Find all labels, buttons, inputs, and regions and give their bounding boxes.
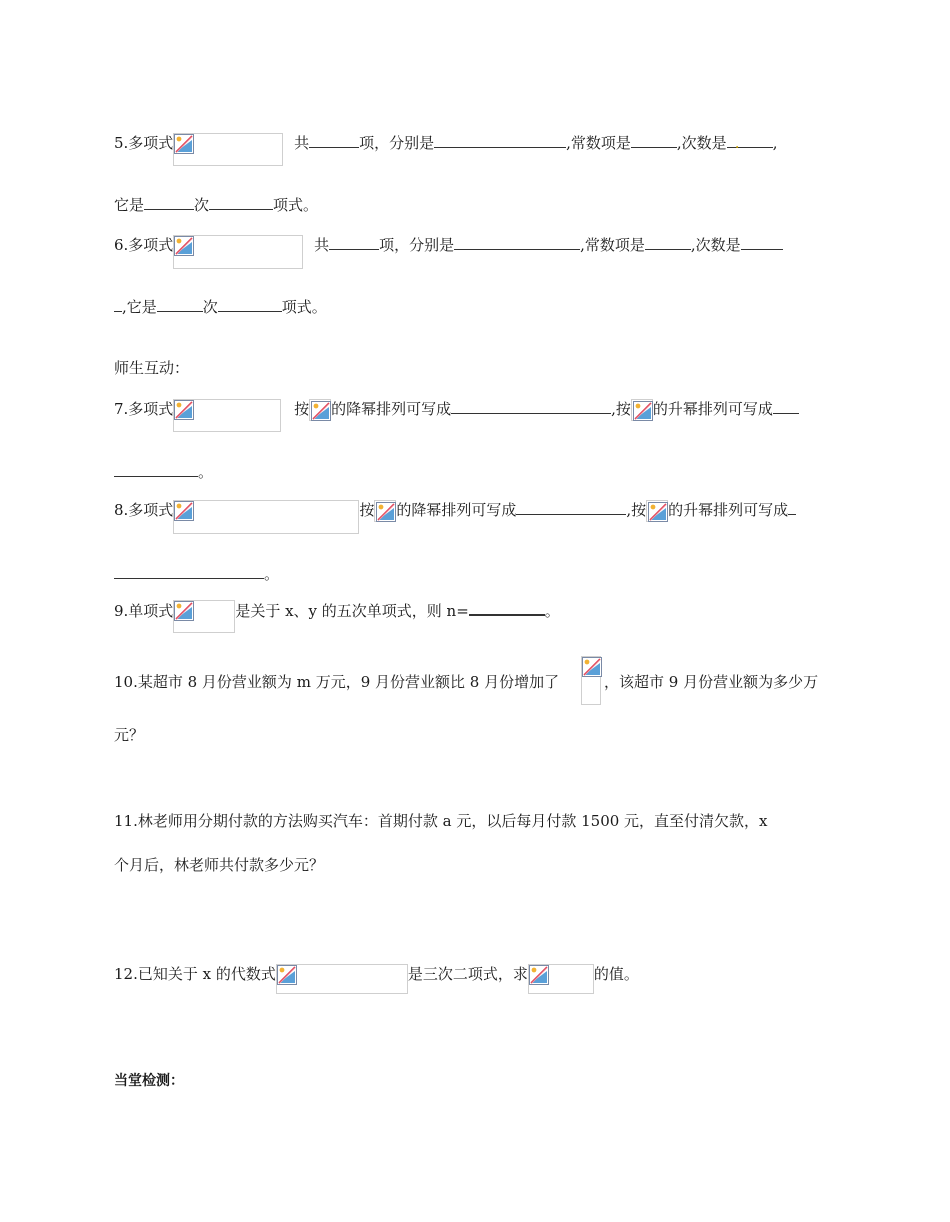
- broken-image-icon: [174, 400, 194, 420]
- broken-image-icon: [648, 502, 668, 522]
- question-5-line-1: 5.多项式 共 项，分别是 ,常数项是 ,次数是 . ,: [114, 133, 777, 166]
- broken-image-icon: [529, 965, 549, 985]
- question-8-line-2: 。: [114, 564, 279, 584]
- question-10-line-1-cont: ，该超市 9 月份营业额为多少万: [604, 673, 819, 691]
- variable-image: [646, 500, 668, 522]
- variable-image: [309, 399, 331, 421]
- question-5-line-2: 它是 次 项式。: [114, 196, 319, 214]
- formula-image: [173, 235, 303, 269]
- question-10-line-1: 10.某超市 8 月份营业额为 m 万元，9 月份营业额比 8 月份增加了: [114, 673, 560, 691]
- question-6-line-1: 6.多项式 共 项，分别是 ,常数项是 ,次数是: [114, 235, 783, 269]
- broken-image-icon: [582, 657, 602, 677]
- question-6-line-2: ,它是 次 项式。: [114, 297, 327, 317]
- variable-image: [631, 399, 653, 421]
- question-7-line-1: 7.多项式 按 的降幂排列可写成 ,按 的升幂排列可写成: [114, 399, 799, 432]
- broken-image-icon: [633, 401, 653, 421]
- formula-image: [276, 964, 408, 994]
- broken-image-icon: [311, 401, 331, 421]
- question-10-line-2: 元？: [114, 726, 145, 744]
- variable-image: [374, 500, 396, 522]
- broken-image-icon: [376, 502, 396, 522]
- question-7-line-2: 。: [114, 462, 213, 482]
- question-11-line-1: 11.林老师用分期付款的方法购买汽车：首期付款 a 元，以后每月付款 1500 元，直至付清欠款，x: [114, 812, 768, 830]
- section-teacher-student-interaction: 师生互动：: [114, 359, 190, 377]
- broken-image-icon: [277, 965, 297, 985]
- formula-image: [173, 133, 283, 166]
- question-11-line-2: 个月后，林老师共付款多少元？: [114, 856, 325, 874]
- formula-image: [173, 399, 281, 432]
- broken-image-icon: [174, 601, 194, 621]
- formula-image: [173, 600, 235, 633]
- formula-image: [528, 964, 594, 994]
- question-9: 9.单项式 是关于 x、y 的五次单项式，则 n= 。: [114, 600, 560, 633]
- formula-image: [581, 656, 601, 705]
- broken-image-icon: [174, 501, 194, 521]
- question-8-line-1: 8.多项式 按 的降幂排列可写成 ,按 的升幂排列可写成: [114, 500, 796, 534]
- formula-image: [173, 500, 359, 534]
- section-in-class-test: 当堂检测：: [114, 1073, 184, 1089]
- broken-image-icon: [174, 236, 194, 256]
- broken-image-icon: [174, 134, 194, 154]
- question-12: 12.已知关于 x 的代数式 是三次二项式，求 的值。: [114, 964, 639, 994]
